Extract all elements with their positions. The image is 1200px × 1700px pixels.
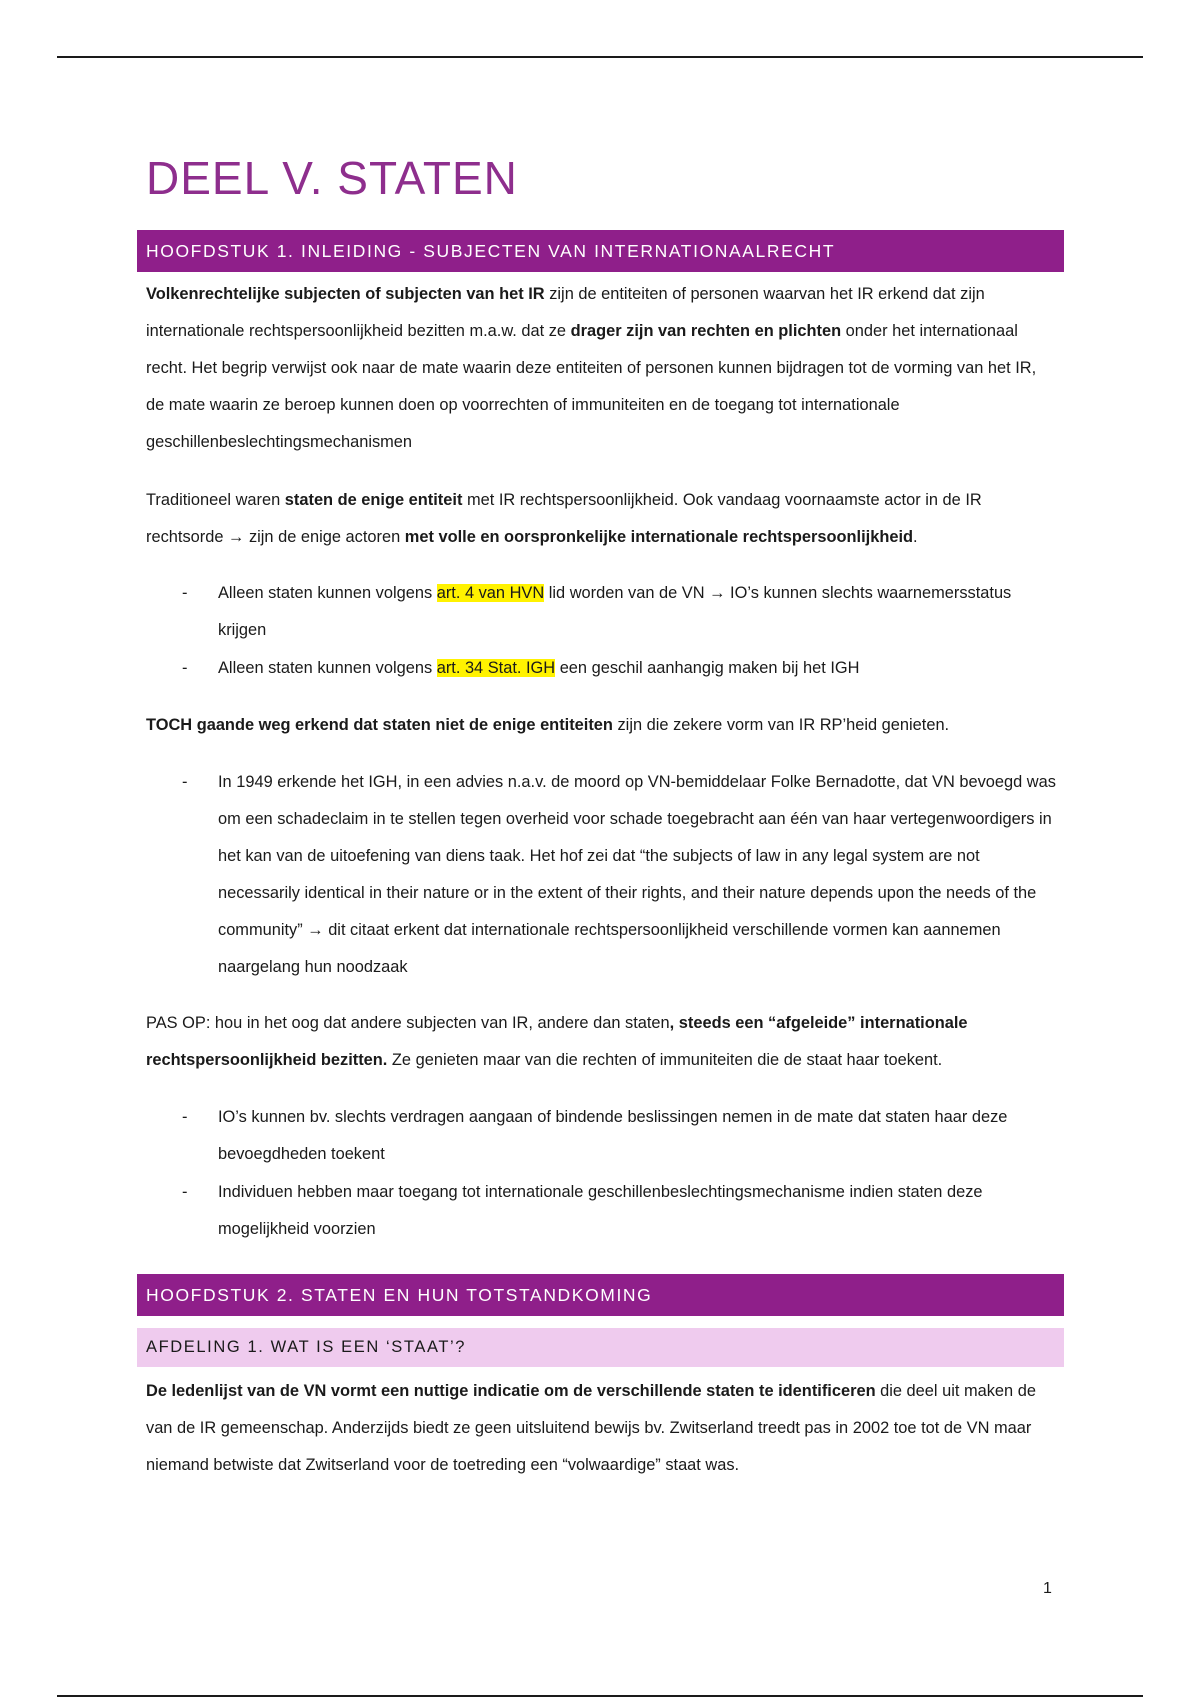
- paragraph-subjects-definition: [146, 276, 1058, 461]
- footer-rule: [57, 1695, 1143, 1697]
- chapter-2-heading: HOOFDSTUK 2. STATEN EN HUN TOTSTANDKOMING: [137, 1274, 1064, 1316]
- text: .: [913, 528, 918, 546]
- bullet-item: [182, 650, 1062, 687]
- paragraph-vn-ledenlijst: [146, 1373, 1058, 1484]
- page-number: 1: [1043, 1580, 1052, 1597]
- text: met IR rechtspersoonlijkheid. Ook vandaag voornaamste actor in de IR rechtsorde → zijn de enige actoren: [146, 491, 982, 546]
- bold-text: met volle en oorspronkelijke internationale rechtspersoonlijkheid: [404, 528, 914, 546]
- bold-text: Volkenrechtelijke subjecten of subjecten van het IR: [146, 285, 545, 303]
- text: Traditioneel waren: [146, 491, 285, 509]
- bold-text: De ledenlijst van de VN vormt een nuttige indicatie om de verschillende staten te identificeren: [146, 1382, 876, 1400]
- paragraph-traditional-states: [146, 482, 1058, 556]
- text: lid worden van de VN → IO’s kunnen slechts waarnemersstatus krijgen: [218, 584, 1012, 639]
- bullet-text: Individuen hebben maar toegang tot internationale geschillenbeslechtingsmechanisme indien staten deze mogelijkheid voorzien: [218, 1183, 983, 1238]
- text: die deel uit maken de van de IR gemeenschap. Anderzijds biedt ze geen uitsluitend bewijs bv. Zwitserland treedt pas in 2002 toe tot de VN maar niemand betwiste dat Zwitserland voor de toetreding een “volwaardige” staat was.: [146, 1382, 1036, 1474]
- section-1-heading: AFDELING 1. WAT IS EEN ‘STAAT’?: [137, 1328, 1064, 1367]
- bold-text: drager zijn van rechten en plichten: [570, 322, 842, 340]
- text: zijn de entiteiten of personen waarvan het IR erkend dat zijn internationale rechtspersoonlijkheid bezitten m.a.w. dat ze: [146, 285, 985, 340]
- bullet-dash: -: [182, 773, 188, 791]
- bold-text: staten de enige entiteit: [284, 491, 463, 509]
- text: Alleen staten kunnen volgens: [218, 659, 437, 677]
- highlighted-article: art. 34 Stat. IGH: [436, 659, 556, 677]
- bold-text: TOCH gaande weg erkend dat staten niet de enige entiteiten: [146, 716, 613, 734]
- header-rule: [57, 56, 1143, 58]
- text: Alleen staten kunnen volgens: [218, 584, 437, 602]
- bullet-dash: -: [182, 1108, 188, 1126]
- text: PAS OP: hou in het oog dat andere subjecten van IR, andere dan staten: [146, 1014, 670, 1032]
- bullet-item: [182, 575, 1062, 649]
- bullet-text: [218, 575, 1062, 649]
- bullet-item: [182, 1174, 1062, 1248]
- bullet-dash: -: [182, 584, 188, 602]
- bullet-item: [182, 764, 1062, 986]
- text: onder het internationaal recht. Het begrip verwijst ook naar de mate waarin deze entiteiten of personen kunnen bijdragen tot de vorming van het IR, de mate waarin ze beroep kunnen doen op voorrechten of immuniteiten en de toegang tot internationale geschillenbeslechtingsmechanismen: [146, 322, 1037, 451]
- paragraph-pas-op: [146, 1005, 1058, 1079]
- paragraph-toch: [146, 707, 1058, 744]
- highlighted-article: art. 4 van HVN: [436, 584, 545, 602]
- bullet-text: IO’s kunnen bv. slechts verdragen aangaan of bindende beslissingen nemen in de mate dat staten haar deze bevoegdheden toekent: [218, 1108, 1008, 1163]
- text: een geschil aanhangig maken bij het IGH: [555, 659, 860, 677]
- bold-text: , steeds een “afgeleide” internationale rechtspersoonlijkheid bezitten.: [146, 1014, 968, 1069]
- bullet-text: [218, 650, 1062, 687]
- text: zijn die zekere vorm van IR RP’heid genieten.: [612, 716, 950, 734]
- document-title: DEEL V. STATEN: [146, 152, 518, 204]
- bullet-item: [182, 1099, 1062, 1173]
- bullet-dash: -: [182, 659, 188, 677]
- bullet-text: In 1949 erkende het IGH, in een advies n.a.v. de moord op VN-bemiddelaar Folke Bernadotte, dat VN bevoegd was om een schadeclaim in te stellen tegen overheid voor schade toegebracht aan één van haar vertegenwoordigers in het kan van de uitoefening van diens taak. Het hof zei dat “the subjects of law in any legal system are not necessarily identical in their nature or in the extent of their rights, and their nature depends upon the needs of the community” → dit citaat erkent dat internationale rechtspersoonlijkheid verschillende vormen kan aannemen naargelang hun noodzaak: [218, 773, 1056, 976]
- text: Ze genieten maar van die rechten of immuniteiten die de staat haar toekent.: [387, 1051, 943, 1069]
- bullet-dash: -: [182, 1183, 188, 1201]
- chapter-1-heading: HOOFDSTUK 1. INLEIDING - SUBJECTEN VAN INTERNATIONAALRECHT: [137, 230, 1064, 272]
